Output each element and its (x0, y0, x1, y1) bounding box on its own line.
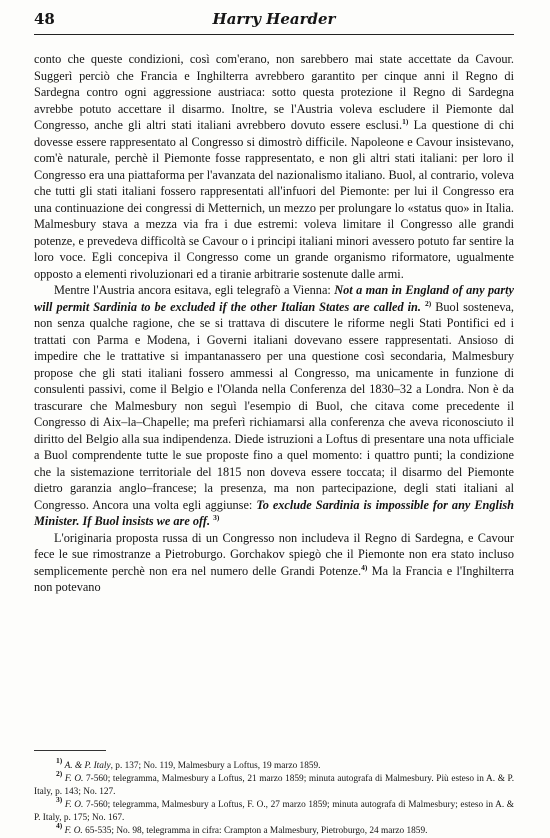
paragraph-2 (34, 282, 514, 530)
footnote-source: F. O. (64, 800, 84, 810)
footnote-text: 7-560; telegramma, Malmesbury a Loftus, F. O., 27 marzo 1859; minuta autografa di Malmesbury; esteso in A. & P. Italy, p. 175; No. 167. (34, 800, 514, 823)
paragraph-text: Buol sosteneva, non senza qualche ragione, che se si trattava di discutere le riforme negli Stati Pontifici ed i trattati con Parma e Modena, i Governi italiani dovevano essere rappresentati. Ansioso di impedire che le trattative si impantanassero per una questione così secondaria, Malmesbury propose che gli stati italiani fossero ammessi al Congresso, ma unicamente in funzione di consulenti passivi, come il Belgio e l'Olanda nella Conferenza del 1830–32 a Londra. Non è da trascurare che Malmesbury non seguì l'esempio di Buol, che citava come precedente il Congresso di Aix–la–Chapelle; ma preferì richiamarsi alla conferenza che aveva riconosciuto il diritto del Belgio alla sua indipendenza. Diede istruzioni a Loftus di presentare una nota ufficiale a Buol comprendente tutte le sue proposte fino a quel momento: i quattro punti; la condizione che la sistemazione territoriale del 1815 non doveva essere toccata; il disarmo del Piemonte dietro garanzia anglo–francese; la presenza, ma non partecipazione, degli stati italiani al Congresso. Ancora una volta egli aggiunse: (34, 299, 514, 512)
english-quote: To exclude Sardinia is impossible for any English Minister. If Buol insists we are off. (34, 497, 514, 528)
footnote-number: 1) (56, 756, 63, 765)
footnote-ref[interactable]: 2) (424, 298, 432, 308)
page-number: 48 (34, 10, 55, 28)
footnote-ref[interactable]: 3) (213, 513, 220, 522)
footnotes (34, 756, 515, 838)
header-rule (34, 34, 514, 35)
footnote-number: 3) (56, 795, 63, 804)
paragraph-1 (34, 51, 514, 282)
footnote (34, 795, 514, 825)
paragraph-text: La questione di chi dovesse essere rappresentato al Congresso si dimostrò difficile. Napoleone e Cavour insistevano, com'è naturale, perchè il Piemonte fosse rappresentato, e non gli altri stati italiani: per loro il Congresso era una piattaforma per l'avanzata del nazionalismo italiano. Buol, al contrario, voleva che tutti gli stati italiani fossero rappresentati all'infuori del Piemonte: per lui il Congresso era una continuazione dei congressi di Metternich, un mezzo per prolungare lo «status quo» in Italia. Malmesbury stava a mezza via fra i due estremi: voleva limitare il Congresso alle grandi potenze, e prevedeva difficoltà se Cavour o i principi italiani minori avessero potuto far sentire la loro voce. Egli concepiva il Congresso come un grande organismo riformatore, ugualmente opposto a elementi rivoluzionari ed a tiranie arbitrarie sostenute dalle armi. (34, 118, 515, 281)
english-quote: Not a man in England of any party will permit Sardinia to be excluded if the other Italian States are called in. (34, 283, 514, 314)
footnote-source: F. O. (64, 826, 83, 836)
paragraph-text: L'originaria proposta russa di un Congresso non includeva il Regno di Sardegna, e Cavour fece le sue rimostranze a Pietroburgo. Gorchakov spiegò che il Piemonte non era stato incluso semplicemente perchè non era nel numero delle Grandi Potenze. (34, 530, 514, 578)
paragraph-text: Mentre l'Austria ancora esitava, egli telegrafò a Vienna: (54, 283, 335, 297)
page-header (34, 10, 514, 34)
footnote-source: F. O. (64, 774, 84, 784)
footnote (34, 821, 514, 838)
footnote-number: 4) (56, 821, 63, 830)
running-head: Harry Hearder (212, 10, 336, 28)
footnote-text: , p. 137; No. 119, Malmesbury a Loftus, 19 marzo 1859. (110, 761, 321, 771)
footnote (34, 769, 515, 799)
paragraph-3 (34, 530, 514, 596)
footnote-ref[interactable]: 1) (402, 117, 409, 126)
paragraph-text: Ma la Francia e l'Inghilterra non potevano (34, 563, 514, 594)
paragraph-text: conto che queste condizioni, così com'erano, non sarebbero mai state accettate da Cavour. Suggerì perciò che Francia e Inghilterra avrebbero garantito per cinque anni il Regno di Sardegna contro ogni aggressione austriaca: sotto questa protezione il Regno di Sardegna avrebbe potuto accettare il disarmo. Inoltre, se l'Austria voleva escludere il Piemonte dal Congresso, anche gli altri stati italiani avrebbero dovuto essere esclusi. (34, 52, 514, 132)
footnote-source: A. & P. Italy (64, 761, 111, 771)
footnote-number: 2) (56, 769, 63, 778)
main-text (34, 51, 514, 596)
footnote-text: 7-560; telegramma, Malmesbury a Loftus, 21 marzo 1859; minuta autografa di Malmesbury. Più esteso in A. & P. Italy, p. 143; No. 127. (34, 774, 515, 797)
footnote-rule (34, 750, 106, 751)
footnote-text: 65-535; No. 98, telegramma in cifra: Crampton a Malmesbury, Pietroburgo, 24 marzo 1859. (82, 826, 428, 836)
footnote-ref[interactable]: 4) (361, 562, 368, 572)
footnote (34, 756, 514, 773)
